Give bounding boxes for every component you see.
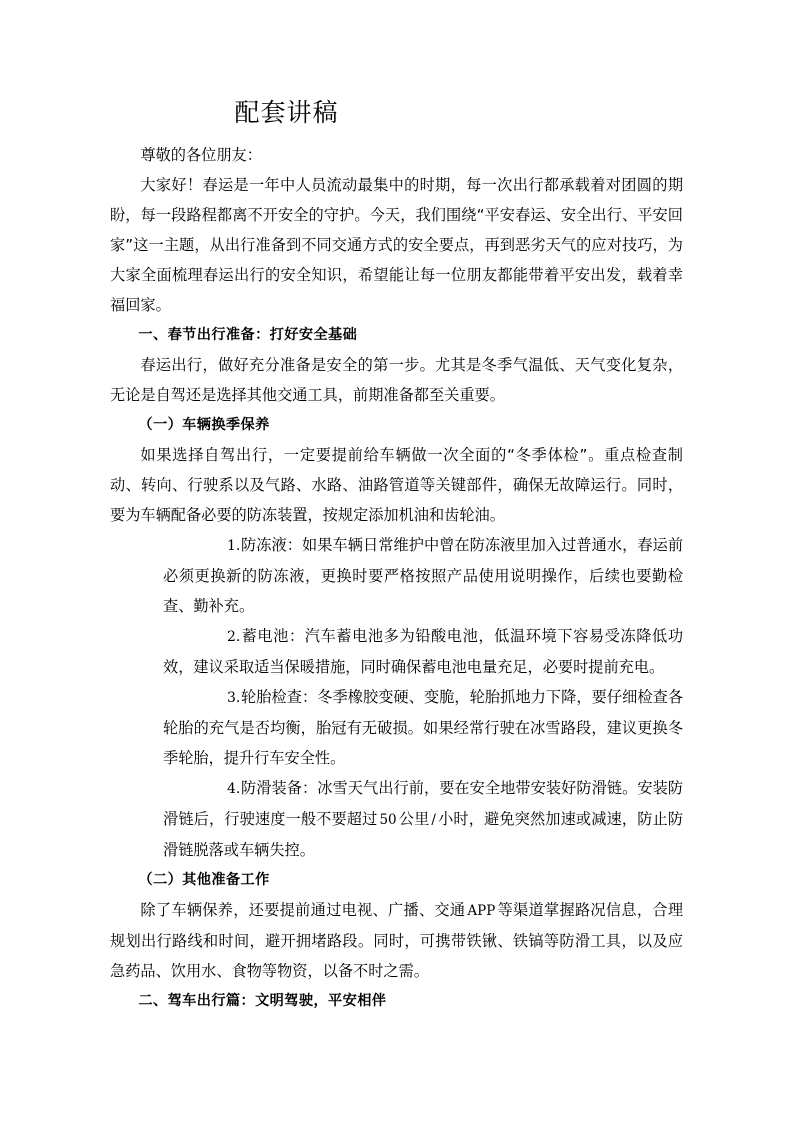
section-heading-1: 一、春节出行准备：打好安全基础: [138, 327, 358, 343]
page-title: 配套讲稿: [234, 98, 339, 127]
list-item-text: 蓄电池：汽车蓄电池多为铅酸电池，低温环境下容易受冻降低功效，建议采取适当保暖措施，同时确保蓄电池电量充足，必要时提前充电。: [163, 627, 683, 676]
subsection-heading-1-1: （一）车辆换季保养: [138, 417, 270, 433]
vehicle-maintenance-list: [110, 530, 683, 865]
traffic-app-term: APP: [467, 903, 496, 919]
opening-paragraph: 大家好！春运是一年中人员流动最集中的时期，每一次出行都承载着对团圆的期盼，每一段路程都离不开安全的守护。今天，我们围绕“平安春运、安全出行、平安回家”这一主题，从出行准备到不同交通方式的安全要点，再到恶劣天气的应对技巧，为大家全面梳理春运出行的安全知识，希望能让每一位朋友都能带着平安出发，载着幸福回家。: [110, 176, 683, 314]
list-item-text-before-speed: 防滑装备：冰雪天气出行前，要在安全地带安装好防滑链。安装防滑链后，行驶速度一般不要超过: [163, 779, 683, 828]
salutation: 尊敬的各位朋友：: [140, 146, 262, 164]
list-marker: 4.: [227, 781, 241, 797]
list-item: [110, 530, 683, 621]
list-item: [110, 682, 683, 773]
section-1-intro: 春运出行，做好充分准备是安全的第一步。尤其是冬季气温低、天气变化复杂，无论是自驾还是选择其他交通工具，前期准备都至关重要。: [110, 356, 683, 404]
list-item-text-after-speed: ，避免突然加速或减速，防止防滑链脱落或车辆失控。: [163, 810, 684, 859]
list-item: [110, 773, 683, 865]
speed-separator: /: [431, 812, 436, 828]
subsection-1-1-body: 如果选择自驾出行，一定要提前给车辆做一次全面的“冬季体检”。重点检查制动、转向、行驶系以及气路、水路、油路管道等关键部件，确保无故障运行。同时，要为车辆配备必要的防冻装置，按规定添加机油和齿轮油。: [110, 446, 683, 524]
list-marker: 2.: [227, 629, 241, 645]
section-heading-2: 二、驾车出行篇：文明驾驶，平安相伴: [138, 993, 387, 1009]
speed-unit-time: 小时: [437, 810, 469, 828]
subsection-1-2-body: [110, 895, 683, 986]
body-text-after-app: 等渠道掌握路况信息，合理规划出行路线和时间，避开拥堵路段。同时，可携带铁锹、铁镐等防滑工具，以及应急药品、饮用水、食物等物资，以备不时之需。: [110, 901, 684, 980]
document-body: [110, 140, 683, 1016]
list-item-text: 轮胎检查：冬季橡胶变硬、变脆，轮胎抓地力下降，要仔细检查各轮胎的充气是否均衡，胎冠有无破损。如果经常行驶在冰雪路段，建议更换冬季轮胎，提升行车安全性。: [163, 688, 683, 767]
subsection-heading-1-2: （二）其他准备工作: [138, 872, 270, 888]
list-item-text: 防冻液：如果车辆日常维护中曾在防冻液里加入过普通水，春运前必须更换新的防冻液，更换时要严格按照产品使用说明操作，后续也要勤检查、勤补充。: [163, 536, 683, 615]
body-text-before-app: 除了车辆保养，还要提前通过电视、广播、交通: [140, 901, 466, 919]
list-marker: 3.: [227, 690, 241, 706]
speed-limit-value: 50: [379, 812, 397, 828]
list-item: [110, 621, 683, 682]
list-marker: 1.: [227, 538, 241, 554]
speed-unit-distance: 公里: [398, 810, 430, 828]
